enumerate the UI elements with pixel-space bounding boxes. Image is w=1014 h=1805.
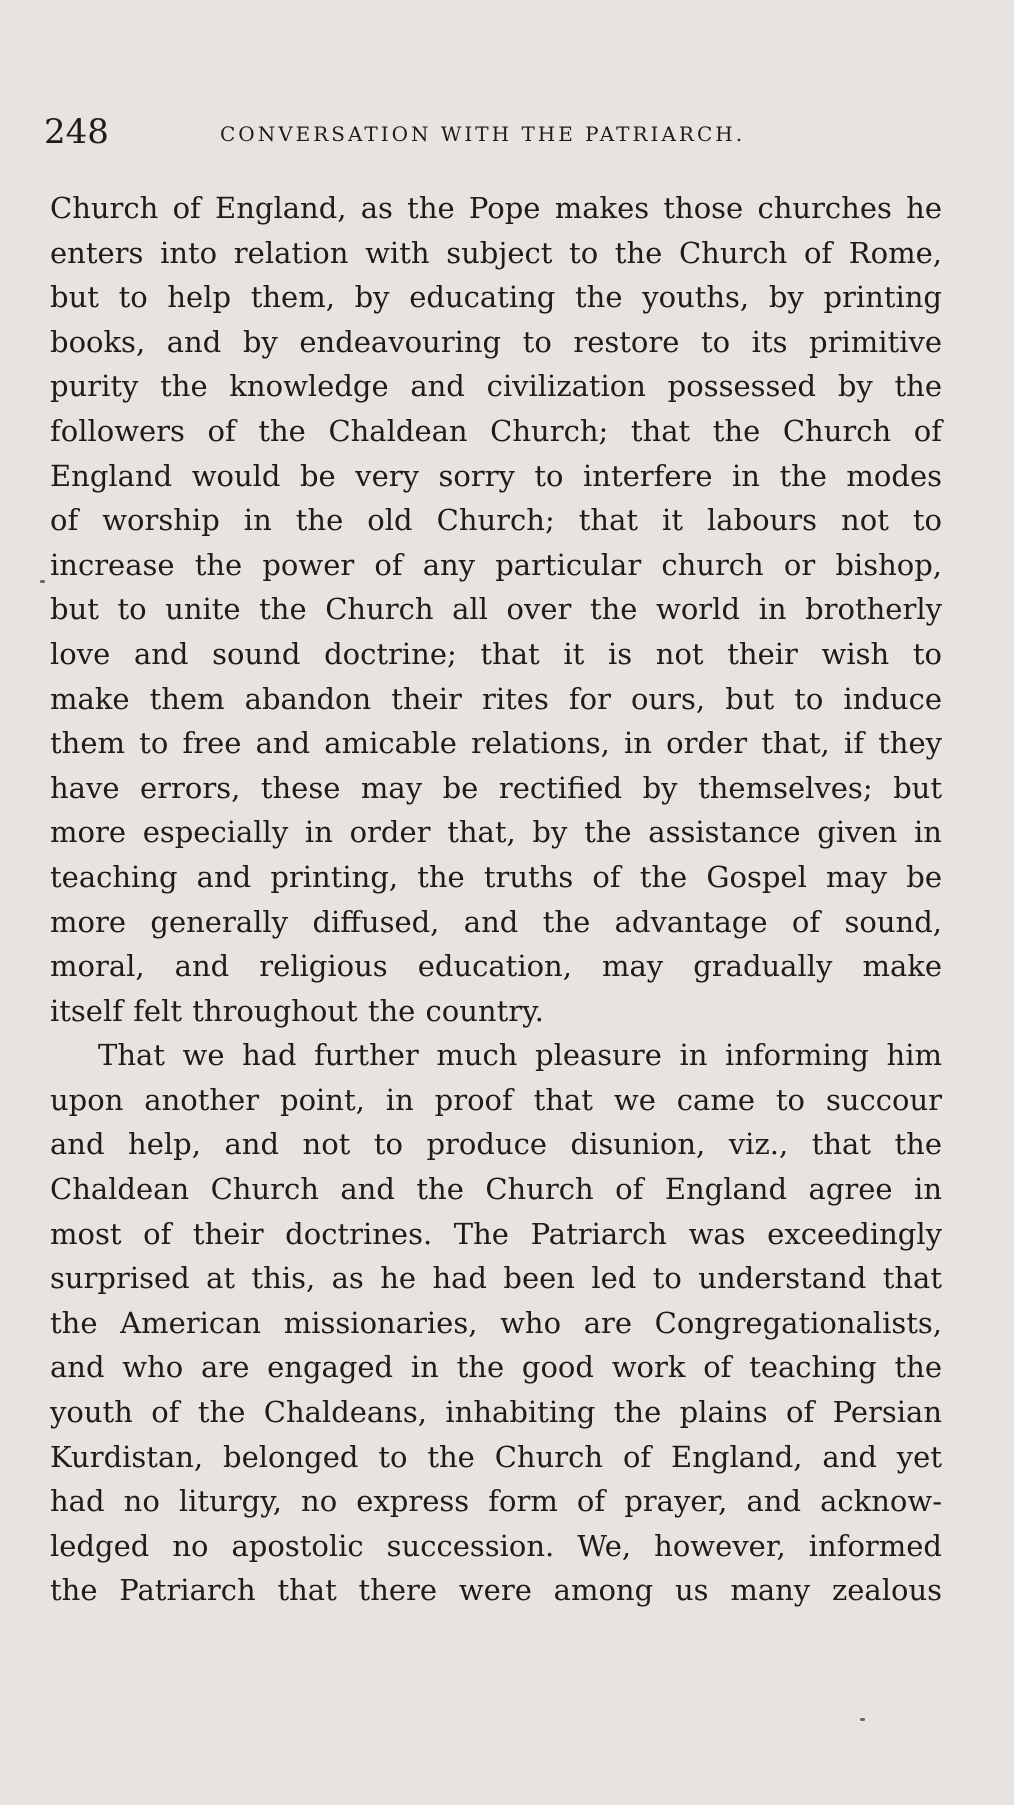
text-line: Chaldean Church and the Church of England agree in — [50, 1172, 942, 1207]
text-line: but to unite the Church all over the world in brotherly — [50, 592, 942, 627]
text-line: make them abandon their rites for ours, but to induce — [50, 681, 942, 716]
text-line: the Patriarch that there were among us many zealous — [50, 1573, 942, 1608]
text-line: books, and by endeavouring to restore to its primitive — [50, 324, 942, 359]
text-line: followers of the Chaldean Church; that the Church of — [50, 413, 942, 448]
text-line: most of their doctrines. The Patriarch was exceedingly — [50, 1216, 942, 1251]
text-line: moral, and religious education, may gradually make — [50, 949, 942, 984]
text-line: enters into relation with subject to the Church of Rome, — [50, 235, 942, 270]
text-line: and who are engaged in the good work of teaching the — [50, 1350, 942, 1385]
text-line: love and sound doctrine; that it is not their wish to — [50, 636, 942, 671]
text-line: upon another point, in proof that we came to succour — [50, 1082, 942, 1117]
text-line: Kurdistan, belonged to the Church of England, and yet — [50, 1439, 942, 1474]
body-text — [50, 186, 942, 1613]
page-header — [44, 112, 958, 156]
print-speck — [40, 580, 45, 583]
text-line: ledged no apostolic succession. We, however, informed — [50, 1528, 942, 1563]
text-line: them to free and amicable relations, in order that, if they — [50, 726, 942, 761]
text-line: the American missionaries, who are Congregationalists, — [50, 1305, 942, 1340]
text-line: have errors, these may be rectified by themselves; but — [50, 770, 942, 805]
text-line: had no liturgy, no express form of prayer, and acknow- — [50, 1484, 942, 1519]
text-line: Church of England, as the Pope makes those churches he — [50, 191, 942, 225]
text-line: but to help them, by educating the youths, by printing — [50, 280, 942, 315]
text-line: increase the power of any particular church or bishop, — [50, 547, 942, 582]
text-line: surprised at this, as he had been led to understand that — [50, 1261, 942, 1296]
running-head: CONVERSATION WITH THE PATRIARCH. — [220, 122, 746, 146]
text-line: more especially in order that, by the assistance given in — [50, 815, 942, 850]
print-speck — [860, 1718, 865, 1721]
text-line: youth of the Chaldeans, inhabiting the plains of Persian — [50, 1395, 942, 1430]
text-line: more generally diffused, and the advantage of sound, — [50, 904, 942, 939]
text-line: teaching and printing, the truths of the Gospel may be — [50, 859, 942, 894]
text-line: of worship in the old Church; that it labours not to — [50, 503, 942, 538]
text-line: and help, and not to produce disunion, viz., that the — [50, 1127, 942, 1162]
paragraph-last-line: itself felt throughout the country. — [50, 993, 544, 1028]
page-number: 248 — [44, 112, 109, 152]
paragraph-first-line: That we had further much pleasure in informing him — [98, 1038, 942, 1073]
text-line: England would be very sorry to interfere in the modes — [50, 458, 942, 493]
text-line: purity the knowledge and civilization possessed by the — [50, 369, 942, 404]
